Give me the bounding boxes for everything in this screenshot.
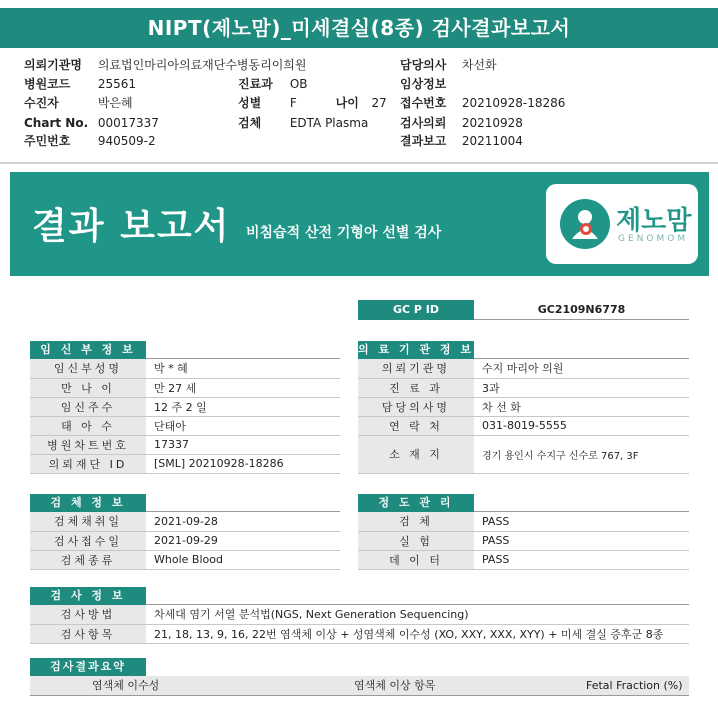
table-row	[30, 397, 340, 416]
row-label: 검사항목	[30, 624, 146, 643]
gcpid-value: GC2109N6778	[474, 300, 689, 320]
row-value: 3과	[474, 378, 689, 397]
specimen-value: EDTA Plasma	[289, 116, 369, 130]
clinical-field	[400, 75, 462, 93]
patient-label: 수진자	[24, 96, 59, 110]
table-row	[358, 531, 689, 550]
row-label: 연 락 처	[358, 416, 474, 435]
logo-text-korean: 제노맘	[616, 206, 692, 236]
table-row	[358, 378, 689, 397]
row-label: 검 체	[358, 512, 474, 531]
row-value: 12 주 2 일	[146, 397, 340, 416]
table-row	[30, 454, 340, 473]
banner-title: 결과 보고서	[32, 206, 231, 247]
report-date-field	[400, 132, 523, 150]
row-value: Whole Blood	[146, 550, 340, 569]
row-value: [SML] 20210928-18286	[146, 454, 340, 473]
test-info-header: 검 사 정 보	[30, 587, 146, 605]
row-value: 경기 용인시 수지구 신수로 767, 3F	[474, 435, 689, 473]
hospital-code-value: 25561	[97, 77, 137, 91]
institution-field	[24, 56, 307, 74]
reception-value: 20210928-18286	[461, 96, 566, 110]
table-row	[30, 416, 340, 435]
gcpid-label: GC P ID	[358, 300, 474, 320]
table-row	[358, 550, 689, 569]
report-title: NIPT(제노맘)_미세결실(8종) 검사결과보고서	[0, 8, 718, 48]
rrn-label: 주민번호	[24, 134, 71, 148]
chart-no-label: Chart No.	[24, 116, 89, 130]
table-row	[30, 378, 340, 397]
row-value: 만 27 세	[146, 378, 340, 397]
age-value: 27	[371, 96, 387, 110]
hospital-code-label: 병원코드	[24, 77, 71, 91]
row-label: 진 료 과	[358, 378, 474, 397]
chart-no-field	[24, 114, 159, 132]
table-row	[30, 550, 340, 569]
row-value: 박 * 혜	[146, 359, 340, 378]
row-value: 차세대 염기 서열 분석법(NGS, Next Generation Sequencing)	[146, 605, 689, 624]
row-value: PASS	[474, 512, 689, 531]
specimen-info-header: 검 체 정 보	[30, 494, 146, 512]
row-value: PASS	[474, 531, 689, 550]
institution-label: 의뢰기관명	[24, 58, 82, 72]
dept-value: OB	[289, 77, 308, 91]
row-value: 21, 18, 13, 9, 16, 22번 염색체 이상 + 성염색체 이수성 (XO, XXY, XXX, XYY) + 미세 결실 증후군 8종	[146, 624, 689, 643]
table-row	[358, 359, 689, 378]
summary-header-row	[30, 676, 689, 696]
row-value: PASS	[474, 550, 689, 569]
summary-header: 검사결과요약	[30, 658, 146, 676]
genomom-logo	[546, 184, 698, 264]
pregnant-info-header: 임 신 부 정 보	[30, 341, 146, 359]
table-row	[30, 605, 689, 624]
table-row	[30, 435, 340, 454]
patient-field	[24, 94, 133, 112]
summary-col-aneuploidy: 염색체 이수성	[92, 679, 160, 692]
row-label: 데 이 터	[358, 550, 474, 569]
dept-label: 진료과	[238, 77, 273, 91]
rrn-field	[24, 132, 156, 150]
row-label: 태 아 수	[30, 416, 146, 435]
table-row	[358, 397, 689, 416]
row-value: 031-8019-5555	[474, 416, 689, 435]
sex-value: F	[289, 96, 297, 110]
pregnant-info-table	[30, 359, 340, 474]
row-label: 의뢰재단 ID	[30, 454, 146, 473]
row-label: 검체종류	[30, 550, 146, 569]
row-label: 병원차트번호	[30, 435, 146, 454]
summary-col-fetal-fraction: Fetal Fraction (%)	[586, 679, 683, 692]
row-value: 2021-09-29	[146, 531, 340, 550]
row-value: 단태아	[146, 416, 340, 435]
institution-info-header: 의 료 기 관 정 보	[358, 341, 474, 359]
qc-info-header: 정 도 관 리	[358, 494, 474, 512]
doctor-value: 차선화	[461, 58, 497, 72]
row-label: 검사방법	[30, 605, 146, 624]
report-date-value: 20211004	[461, 134, 523, 148]
chart-no-value: 00017337	[97, 116, 159, 130]
table-row	[358, 435, 689, 473]
institution-info-table	[358, 359, 689, 474]
row-label: 만 나 이	[30, 378, 146, 397]
row-value: 17337	[146, 435, 340, 454]
row-value: 수지 마리아 의원	[474, 359, 689, 378]
sex-label: 성별	[238, 96, 262, 110]
test-info-table	[30, 605, 689, 644]
table-row	[30, 512, 340, 531]
reception-label: 접수번호	[400, 96, 447, 110]
dept-field	[238, 75, 308, 93]
divider	[0, 162, 718, 164]
age-label: 나이	[335, 96, 359, 110]
row-label: 소 재 지	[358, 435, 474, 473]
rrn-value: 940509-2	[97, 134, 156, 148]
report-banner	[10, 172, 709, 276]
banner-subtitle: 비침습적 산전 기형아 선별 검사	[246, 225, 442, 241]
doctor-label: 담당의사	[400, 58, 447, 72]
sex-field	[238, 94, 387, 112]
row-label: 임신주수	[30, 397, 146, 416]
genomom-logo-icon	[560, 199, 610, 249]
row-label: 실 험	[358, 531, 474, 550]
institution-value: 의료법인마리아의료재단수병동리이희원	[97, 58, 307, 72]
hospital-code-field	[24, 75, 136, 93]
report-date-label: 결과보고	[400, 134, 447, 148]
request-value: 20210928	[461, 116, 523, 130]
summary-col-abnormal-items: 염색체 이상 항목	[354, 679, 436, 692]
qc-info-table	[358, 512, 689, 570]
specimen-label: 검체	[238, 116, 262, 130]
row-value: 차 선 화	[474, 397, 689, 416]
table-row	[30, 359, 340, 378]
clinical-label: 임상정보	[400, 77, 447, 91]
table-row	[358, 512, 689, 531]
row-value: 2021-09-28	[146, 512, 340, 531]
request-field	[400, 114, 523, 132]
request-label: 검사의뢰	[400, 116, 447, 130]
logo-text-english: GENOMOM	[618, 234, 689, 244]
patient-value: 박은혜	[97, 96, 133, 110]
specimen-info-table	[30, 512, 340, 570]
table-row	[30, 624, 689, 643]
specimen-field	[238, 114, 368, 132]
table-row	[30, 531, 340, 550]
row-label: 의뢰기관명	[358, 359, 474, 378]
row-label: 임신부성명	[30, 359, 146, 378]
reception-field	[400, 94, 565, 112]
row-label: 검체채취일	[30, 512, 146, 531]
row-label: 담당의사명	[358, 397, 474, 416]
row-label: 검사접수일	[30, 531, 146, 550]
table-row	[358, 416, 689, 435]
doctor-field	[400, 56, 497, 74]
